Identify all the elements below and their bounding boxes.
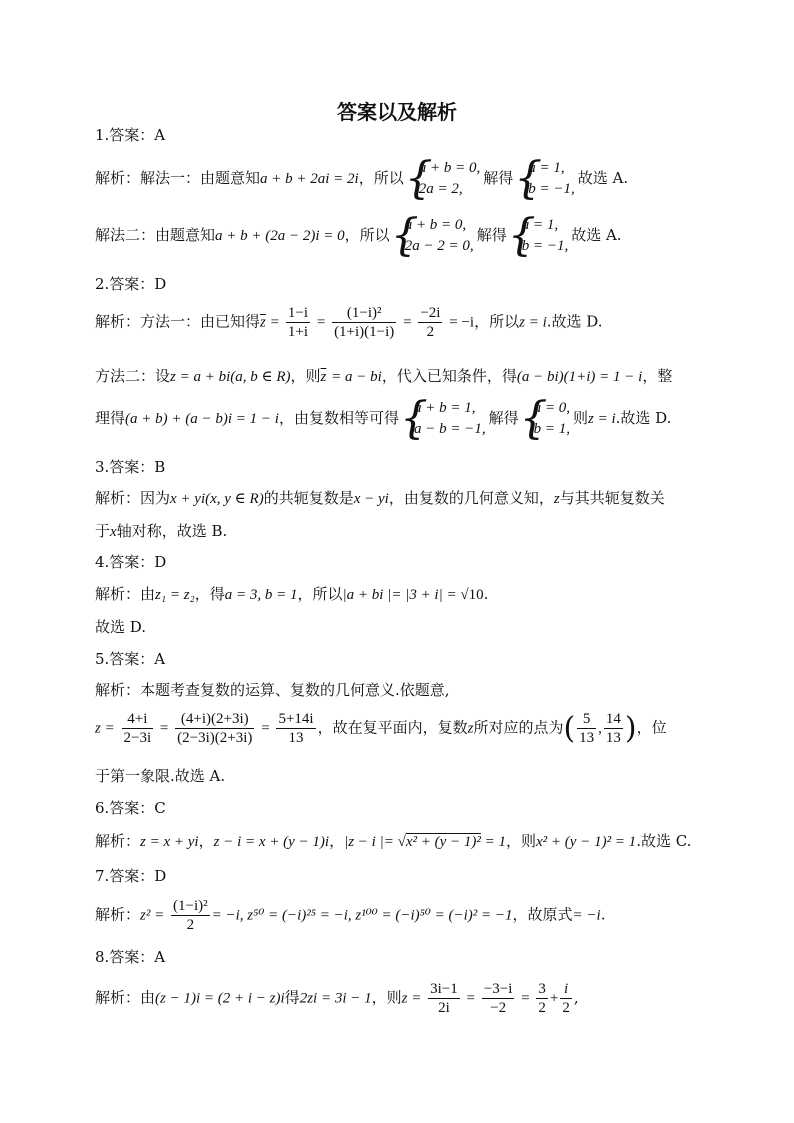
q1-system-2: { a + b = 0, 2a − 2 = 0, [393, 215, 474, 257]
q1-system: { a + b = 0, 2a = 2, [407, 158, 481, 200]
q2-method1: 解析：方法一：由已知得$\overline{z}$ = $\frac{1-i}{1+i}$ = $\frac{\text{(1−i)²}}{(1+i)(1-i)}$ = $\frac{-2i}{2}$ = −i，所以z = i.故选 D. [95, 305, 603, 340]
q2-frac-3: $\frac{-2i}{2}$ [420, 305, 441, 340]
q5-line3: 于第一象限.故选 A. [95, 767, 226, 785]
q2-solution: { a = 0, b = 1, [522, 398, 570, 440]
q3-line2: 于x轴对称，故选 B. [95, 522, 228, 540]
q3-answer: 3.答案：B [95, 458, 166, 476]
q2-method2-line1: 方法二：设z = a + bi(a, b ∈ R)，则$\overline{z} = a$ − bi，代入已知条件，得(a − bi)(1+i) = 1 − i，整 [95, 367, 673, 385]
q1-method1: 解析：解法一：由题意知a + b + 2ai = 2i，所以 { a + b = 0, 2a = 2, 解得 { a = 1, b = −1, 故选 A. [95, 158, 715, 200]
q6-answer: 6.答案：C [95, 799, 166, 817]
q4-line2: 故选 D. [95, 618, 147, 636]
q7-line1: 解析：z² = $\frac{\text{(1−i)²}}{2}$ = −i, z⁵⁰ = (−i)²⁵ = −i, z¹⁰⁰ = (−i)⁵⁰ = (−i)² = −1，故原式= −i. [95, 898, 606, 933]
q6-line1: 解析：z = x + yi，z − i = x + (y − 1)i，|z − i |= √x² + (y − 1)² = 1，则x² + (y − 1)² = 1.故选 C. [95, 832, 692, 850]
q5-frac-1: $\frac{4+i}{2-3i}$ [123, 711, 152, 746]
q8-answer: 8.答案：A [95, 948, 166, 966]
q5-line1: 解析：本题考查复数的运算、复数的几何意义.依题意, [95, 681, 450, 699]
q5-point-y: $\frac{14}{13}$ [605, 711, 621, 746]
q7-frac: $\frac{\text{(1−i)²}}{2}$ [173, 898, 208, 933]
q5-frac-3: $\frac{5+14i}{13}$ [278, 711, 314, 746]
q5-frac-2: $\frac{(4+i)(2+3i)}{(2-3i)(2+3i)}$ [177, 711, 253, 746]
q1-answer: 1.答案：A [95, 126, 166, 144]
q5-point-x: $\frac{5}{13}$ [579, 711, 595, 746]
q1-method2: 解法二：由题意知a + b + (2a − 2)i = 0，所以 { a + b = 0, 2a − 2 = 0, 解得 { a = 1, b = −1, 故选 A. [95, 215, 715, 257]
q3-line1: 解析：因为x + yi(x, y ∈ R)的共轭复数是x − yi，由复数的几何意义知，z与其共轭复数关 [95, 489, 665, 507]
q8-line1: 解析：由(z − 1)i = (2 + i − z)i得2zi = 3i − 1，则z = $\frac{3i-1}{2i}$ = $\frac{-3-i}{-2}$ = $\frac{3}{2}$ + $\frac{i}{2}$ , [95, 981, 579, 1016]
q1-solution: { a = 1, b = −1, [516, 158, 575, 200]
q7-answer: 7.答案：D [95, 867, 167, 885]
q2-frac-2: $\frac{\text{(1−i)²}}{(1+i)(1-i)}$ [334, 305, 395, 340]
q8-frac-4: $\frac{i}{2}$ [562, 981, 570, 1016]
q4-line1: 解析：由z₁ = z₂，得a = 3, b = 1，所以|a + bi |= |3 + i| = √10. [95, 585, 489, 603]
q8-frac-3: $\frac{3}{2}$ [538, 981, 546, 1016]
q5-line2: z = $\frac{4+i}{2-3i}$ = $\frac{(4+i)(2+3i)}{(2-3i)(2+3i)}$ = $\frac{5+14i}{13}$ ，故在复平面内，复数z所对应的点为( $\frac{5}{13}$ , $\frac{14}{13}$ )，位 [95, 711, 667, 746]
page-title: 答案以及解析 [337, 100, 457, 124]
q8-frac-2: $\frac{-3-i}{-2}$ [483, 981, 513, 1016]
q2-system: { a + b = 1, a − b = −1, [402, 398, 486, 440]
q5-answer: 5.答案：A [95, 650, 166, 668]
q2-answer: 2.答案：D [95, 275, 167, 293]
q8-frac-1: $\frac{3i-1}{2i}$ [430, 981, 458, 1016]
q2-method2-line2: 理得(a + b) + (a − b)i = 1 − i，由复数相等可得 { a + b = 1, a − b = −1, 解得 { a = 0, b = 1, 则z = i.故选 D. [95, 398, 715, 440]
q1-solution-2: { a = 1, b = −1, [510, 215, 569, 257]
q2-frac-1: $\frac{1-i}{1+i}$ [287, 305, 309, 340]
q4-answer: 4.答案：D [95, 553, 167, 571]
